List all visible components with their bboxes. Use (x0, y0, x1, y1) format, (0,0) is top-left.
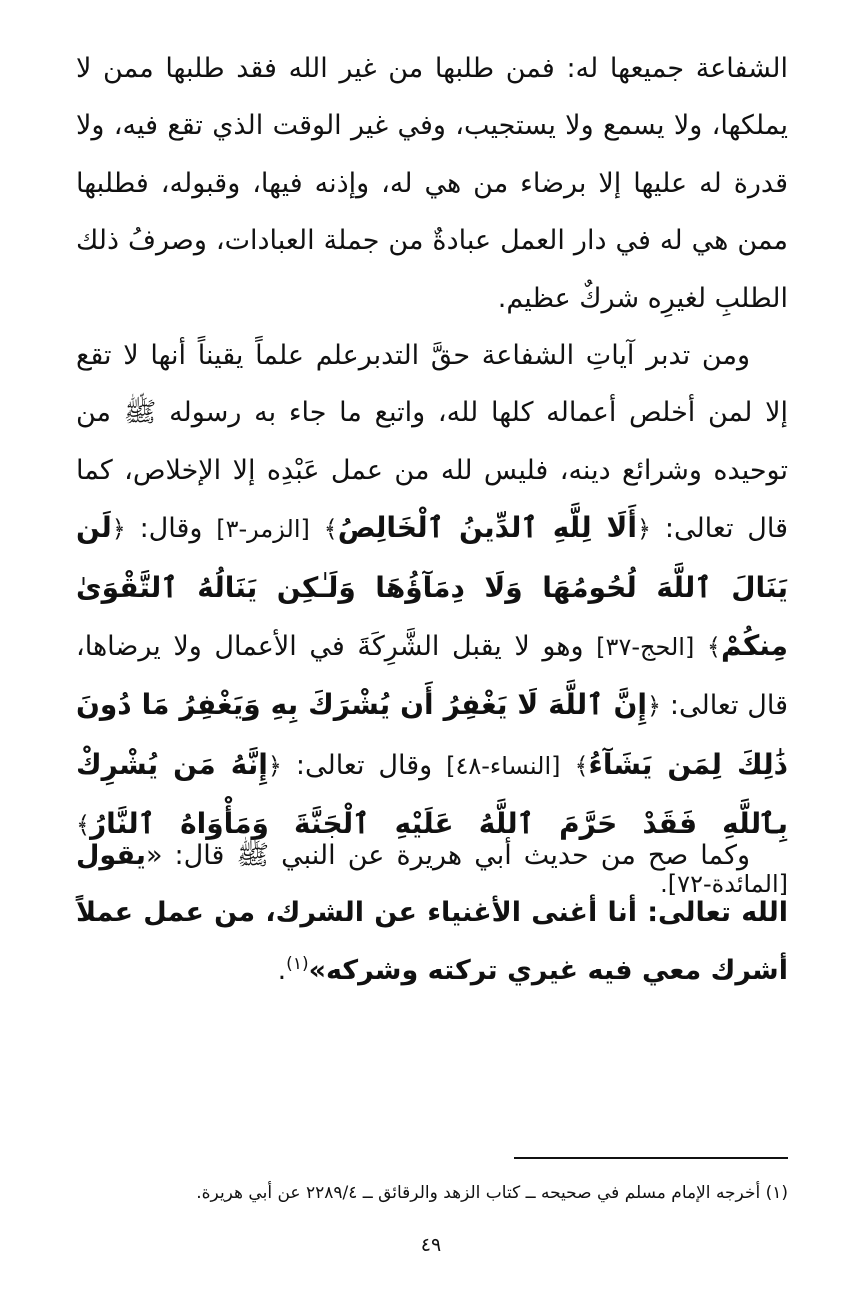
quran-verse: لَن يَنَالَ ٱللَّهَ لُحُومُهَا وَلَا دِمَآؤُهَا وَلَـٰكِن يَنَالُهُ ٱلتَّقْوَىٰ مِنكُمْ (76, 511, 788, 663)
verse-open-bracket: ﴿ (267, 751, 282, 780)
verse-reference: [المائدة-٧٢]. (660, 869, 788, 898)
paragraph-intro: ومن تدبر آياتِ الشفاعة حقَّ التدبرعلم علماً يقيناً أنها لا تقع إلا لمن أخلص أعماله كلها لله، واتبع ما جاء به رسوله ﷺ من توحيده وشرائع دينه، فليس لله من عمل عَبْدِه إلا الإخلاص، كما قال تعالى: (76, 340, 788, 545)
verse-open-bracket: ﴿ (647, 692, 662, 721)
verse-open-bracket: ﴿ (637, 515, 652, 544)
connector-text: وقال: (139, 513, 203, 545)
verse-open-bracket: ﴿ (111, 515, 126, 544)
verse-reference: [الزمر-٣] (216, 515, 310, 544)
connector-text: وهو لا يقبل الشَّرِكَةَ في الأعمال ولا يرضاها، قال تعالى: (76, 631, 789, 722)
verse-reference: [الحج-٣٧] (596, 633, 695, 662)
page-number: ٤٩ (420, 1234, 442, 1256)
verse-close-bracket: ﴾ (76, 811, 91, 840)
verse-close-bracket: ﴾ (706, 633, 721, 662)
paragraph-hadith (76, 827, 788, 999)
paragraph-text: الشفاعة جميعها له: فمن طلبها من غير الله فقد طلبها ممن لا يملكها، ولا يسمع ولا يستجيب، وفي غير الوقت الذي تقع فيه، ولا قدرة له عليها إلا برضاء من هي له، وإذنه فيها، وقبوله، فطلبها ممن هي له في دار العمل عبادةٌ من جملة العبادات، وصرفُ ذلك الطلبِ لغيرِه شركٌ عظيم. (76, 53, 788, 314)
hadith-close-quote: » (308, 954, 327, 986)
hadith-text: يقول الله تعالى: أنا أغنى الأغنياء عن الشرك، من عمل عملاً أشرك معي فيه غيري تركته وشركه (76, 840, 788, 986)
paragraph-intercession (76, 40, 788, 327)
quran-verse: أَلَا لِلَّهِ ٱلدِّينُ ٱلْخَالِصُ (337, 511, 638, 545)
sentence-end: . (277, 954, 287, 986)
hadith-intro: وكما صح من حديث أبي هريرة عن النبي ﷺ قال: « (145, 840, 750, 871)
footnote-marker[interactable]: (١) (286, 953, 309, 974)
connector-text: وقال تعالى: (295, 749, 433, 781)
verse-reference: [النساء-٤٨] (446, 751, 561, 780)
footnote-divider (514, 1157, 788, 1159)
verse-close-bracket: ﴾ (574, 751, 589, 780)
footnote: (١) أخرجه الإمام مسلم في صحيحه ــ كتاب الزهد والرقائق ــ ٢٢٨٩/٤ عن أبي هريرة. (196, 1183, 788, 1203)
quran-verse: إِنَّ ٱللَّهَ لَا يَغْفِرُ أَن يُشْرَكَ بِهِ وَيَغْفِرُ مَا دُونَ ذَٰلِكَ لِمَن يَشَآءُ (76, 688, 788, 781)
paragraph-verses (76, 327, 788, 913)
quran-verse: إِنَّهُ مَن يُشْرِكْ بِٱللَّهِ فَقَدْ حَرَّمَ ٱللَّهُ عَلَيْهِ ٱلْجَنَّةَ وَمَأْوَاهُ ٱلنَّارُ (76, 747, 788, 841)
verse-close-bracket: ﴾ (323, 515, 338, 544)
